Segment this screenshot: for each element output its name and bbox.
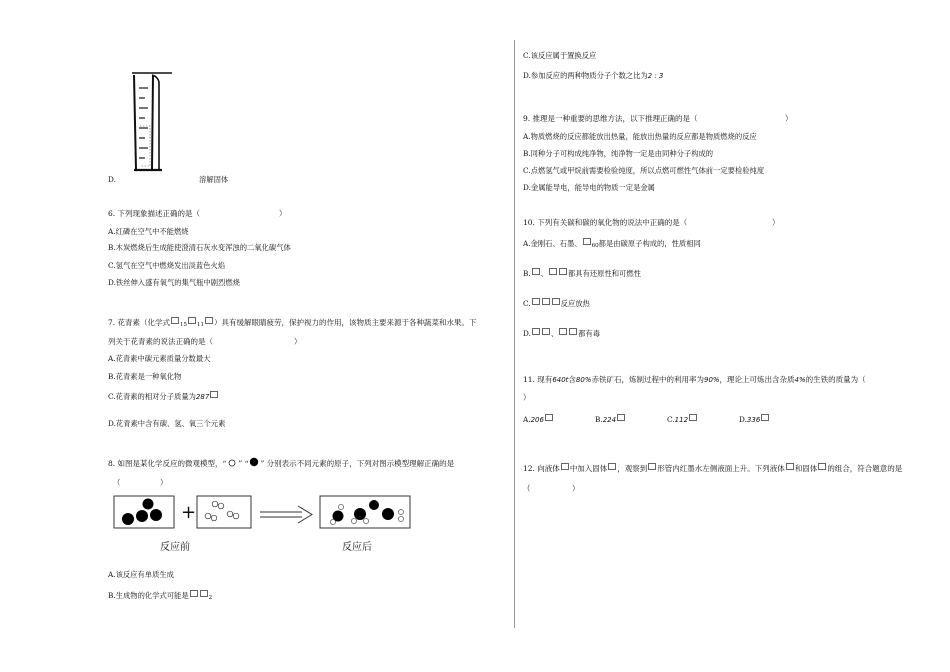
q6-option-c: C.氢气在空气中燃烧发出淡蓝色火焰: [108, 261, 226, 270]
q7-stem-a: 7. 花青素（化学式: [108, 318, 171, 327]
q12-stem-f: 的组合，符合题意的是: [827, 464, 903, 473]
formula-glyph-icon: [188, 317, 196, 324]
q7-formula-sub-15: 15: [180, 322, 188, 328]
q6-option-d: D.铁丝伸入盛有氧气的集气瓶中剧烈燃烧: [108, 278, 240, 287]
q11-option-b-label: B.: [595, 415, 603, 424]
q10-option-b-label: B.: [523, 269, 531, 278]
formula-glyph-icon: [549, 268, 557, 275]
quote-open-2: “: [242, 459, 249, 468]
q8-option-c: C.该反应属于置换反应: [523, 51, 597, 60]
q8-stem-a: 8. 如图是某化学反应的微观模型，: [108, 459, 223, 468]
label-after-reaction: 反应后: [342, 542, 372, 553]
q8-answer-paren-open: （: [113, 478, 121, 487]
formula-glyph-icon: [210, 391, 218, 398]
formula-glyph-icon: [559, 268, 567, 275]
q8-option-b-text: B.生成物的化学式可能是: [108, 591, 189, 600]
formula-glyph-icon: [689, 414, 697, 421]
q11-option-c-label: C.: [667, 415, 675, 424]
q9-answer-paren-close: ）: [785, 114, 793, 123]
q11-val-a: 640t: [552, 376, 569, 384]
q5-option-d-text: 溶解固体: [199, 175, 229, 184]
formula-glyph-icon: [532, 298, 540, 305]
q9-option-b: B.同种分子可构成纯净物，纯净物一定是由同种分子构成的: [523, 149, 714, 158]
q8-option-d-text: D.参加反应的两种物质分子个数之比为: [523, 71, 648, 80]
q8-option-b: [108, 590, 212, 603]
q10-option-c-text: 反应放热: [560, 299, 590, 308]
q11-option-d: [739, 414, 770, 425]
q7-stem: [108, 317, 477, 330]
q7-option-c: [108, 391, 219, 402]
q11-option-c: [667, 414, 698, 425]
formula-glyph-icon: [761, 414, 769, 421]
formula-glyph-icon: [608, 463, 616, 470]
quote-open-1: “: [222, 459, 227, 468]
formula-glyph-icon: [552, 298, 560, 305]
formula-glyph-icon: [532, 328, 540, 335]
q7-option-a: A.花青素中碳元素质量分数最大: [108, 354, 211, 363]
q6-stem: 6. 下列现象描述正确的是（: [108, 209, 201, 218]
q8-answer-paren-close: ）: [160, 478, 168, 487]
formula-glyph-icon: [532, 268, 540, 275]
q6-answer-paren-close: ）: [279, 209, 287, 218]
q11-stem-b: 含: [568, 375, 576, 384]
q7-formula-sub-11: 11: [197, 322, 205, 328]
formula-glyph-icon: [542, 328, 550, 335]
q10-option-a: [523, 238, 701, 251]
formula-glyph-icon: [559, 328, 567, 335]
q7-option-b: B.花青素是一种氧化物: [108, 372, 182, 381]
formula-glyph-icon: [205, 317, 213, 324]
q11-option-d-label: D.: [739, 415, 747, 424]
q9-stem: 9. 推理是一种重要的思维方法，以下推理正确的是（: [523, 114, 698, 123]
q11-option-b: [595, 414, 626, 425]
q9-option-a: A.物质燃烧的反应都能放出热量，能放出热量的反应都是物质燃烧的反应: [523, 132, 757, 141]
formula-glyph-icon: [617, 414, 625, 421]
formula-glyph-icon: [190, 590, 198, 597]
column-divider: [514, 40, 515, 628]
q12-stem: [523, 463, 902, 474]
q12-answer-paren-close: ）: [572, 484, 580, 493]
q12-stem-a: 12. 向液体: [523, 464, 560, 473]
q11-option-a-value: 206: [530, 416, 544, 424]
q12-stem-d: 形管内红墨水左侧液面上升。下列液体: [657, 464, 785, 473]
formula-glyph-icon: [542, 298, 550, 305]
q7-stem-line2: 列关于花青素的说法正确的是（: [108, 337, 213, 346]
formula-glyph-icon: [583, 238, 591, 245]
q7-option-c-text: C.花青素的相对分子质量为: [108, 392, 196, 401]
q10-option-c: [523, 298, 590, 309]
q11-val-c: 90%: [703, 376, 720, 384]
plus-sign: +: [181, 502, 197, 523]
q11-option-c-value: 112: [674, 416, 689, 424]
q10-option-c-label: C.: [523, 299, 531, 308]
q8-option-a: A.该反应有单质生成: [108, 570, 174, 579]
q10-option-a-text-a: A.金刚石、石墨、: [523, 239, 582, 248]
q12-stem-b: 中加入固体: [569, 464, 608, 473]
q8-option-d-ratio: 2 : 3: [647, 72, 664, 80]
formula-glyph-icon: [818, 463, 826, 470]
label-before-reaction: 反应前: [160, 542, 190, 553]
q12-stem-c: ，观察到: [617, 464, 648, 473]
q11-stem-c: 赤铁矿石，炼制过程中的利用率为: [591, 375, 704, 384]
black-atom-icon: [248, 457, 260, 467]
q10-option-a-sub: 60: [591, 243, 599, 249]
q11-option-a-label: A.: [523, 415, 531, 424]
q11-option-d-value: 336: [746, 416, 761, 424]
q8-stem: [108, 457, 454, 469]
quote-close-2: ”: [260, 459, 267, 468]
q9-option-d: D.金属能导电，能导电的物质一定是金属: [523, 183, 655, 192]
formula-glyph-icon: [569, 328, 577, 335]
formula-glyph-icon: [545, 414, 553, 421]
quote-close-1: ”: [238, 459, 243, 468]
q11-val-b: 80%: [575, 376, 592, 384]
q11-option-b-value: 224: [602, 416, 617, 424]
q6-option-b: B.木炭燃烧后生成能使澄清石灰水变浑浊的二氧化碳气体: [108, 243, 291, 252]
q11-stem-d: ，理论上可炼出含杂质: [719, 375, 795, 384]
q10-option-a-text-b: 都是由碳原子构成的，性质相同: [598, 239, 701, 248]
q12-answer-paren-open: （: [523, 484, 531, 493]
q7-option-d: D.花青素中含有碳、氢、氧三个元素: [108, 419, 226, 428]
white-atom-icon: [226, 459, 238, 467]
q12-stem-e: 和固体: [794, 464, 818, 473]
q11-stem-e: 的生铁的质量为（: [805, 375, 866, 384]
q9-option-c: C.点燃氢气或甲烷前需要检验纯度，所以点燃可燃性气体前一定要检验纯度: [523, 166, 765, 175]
q11-val-d: 4%: [794, 376, 806, 384]
reaction-micro-model-diagram: [112, 494, 412, 554]
q10-option-d: D. 、 都有毒: [523, 329, 601, 338]
q7-option-c-value: 287: [195, 393, 210, 401]
q11-stem-a: 11. 现有: [523, 375, 553, 384]
q8-stem-b: 分别表示不同元素的原子，下列对图示模型理解正确的是: [266, 459, 455, 468]
formula-glyph-icon: [171, 317, 179, 324]
q11-option-a: [523, 414, 554, 425]
q11-answer-paren-close: ）: [523, 393, 531, 402]
q11-stem: [523, 375, 866, 385]
formula-glyph-icon: [786, 463, 794, 470]
q10-option-d-label: D.: [523, 329, 531, 338]
formula-glyph-icon: [648, 463, 656, 470]
q10-answer-paren-close: ）: [772, 218, 780, 227]
q5-option-d-label: D.: [108, 175, 116, 184]
q8-option-d: [523, 71, 663, 81]
formula-glyph-icon: [200, 590, 208, 597]
q7-stem-b: ）具有缓解眼睛疲劳，保护视力的作用，该物质主要来源于各种蔬菜和水果。下: [214, 318, 477, 327]
q10-option-b-text: 都具有还原性和可燃性: [567, 269, 641, 278]
q8-option-b-sub: 2: [208, 595, 213, 601]
q10-option-b: B. 、 都具有还原性和可燃性: [523, 269, 641, 278]
q10-stem: 10. 下列有关碳和碳的氧化物的说法中正确的是（: [523, 218, 688, 227]
q7-answer-paren-close: ）: [294, 337, 302, 346]
formula-glyph-icon: [561, 463, 569, 470]
q10-option-d-text: 都有毒: [578, 329, 601, 338]
q6-option-a: A.红磷在空气中不能燃烧: [108, 227, 189, 236]
graduated-cylinder-image: [128, 66, 176, 176]
